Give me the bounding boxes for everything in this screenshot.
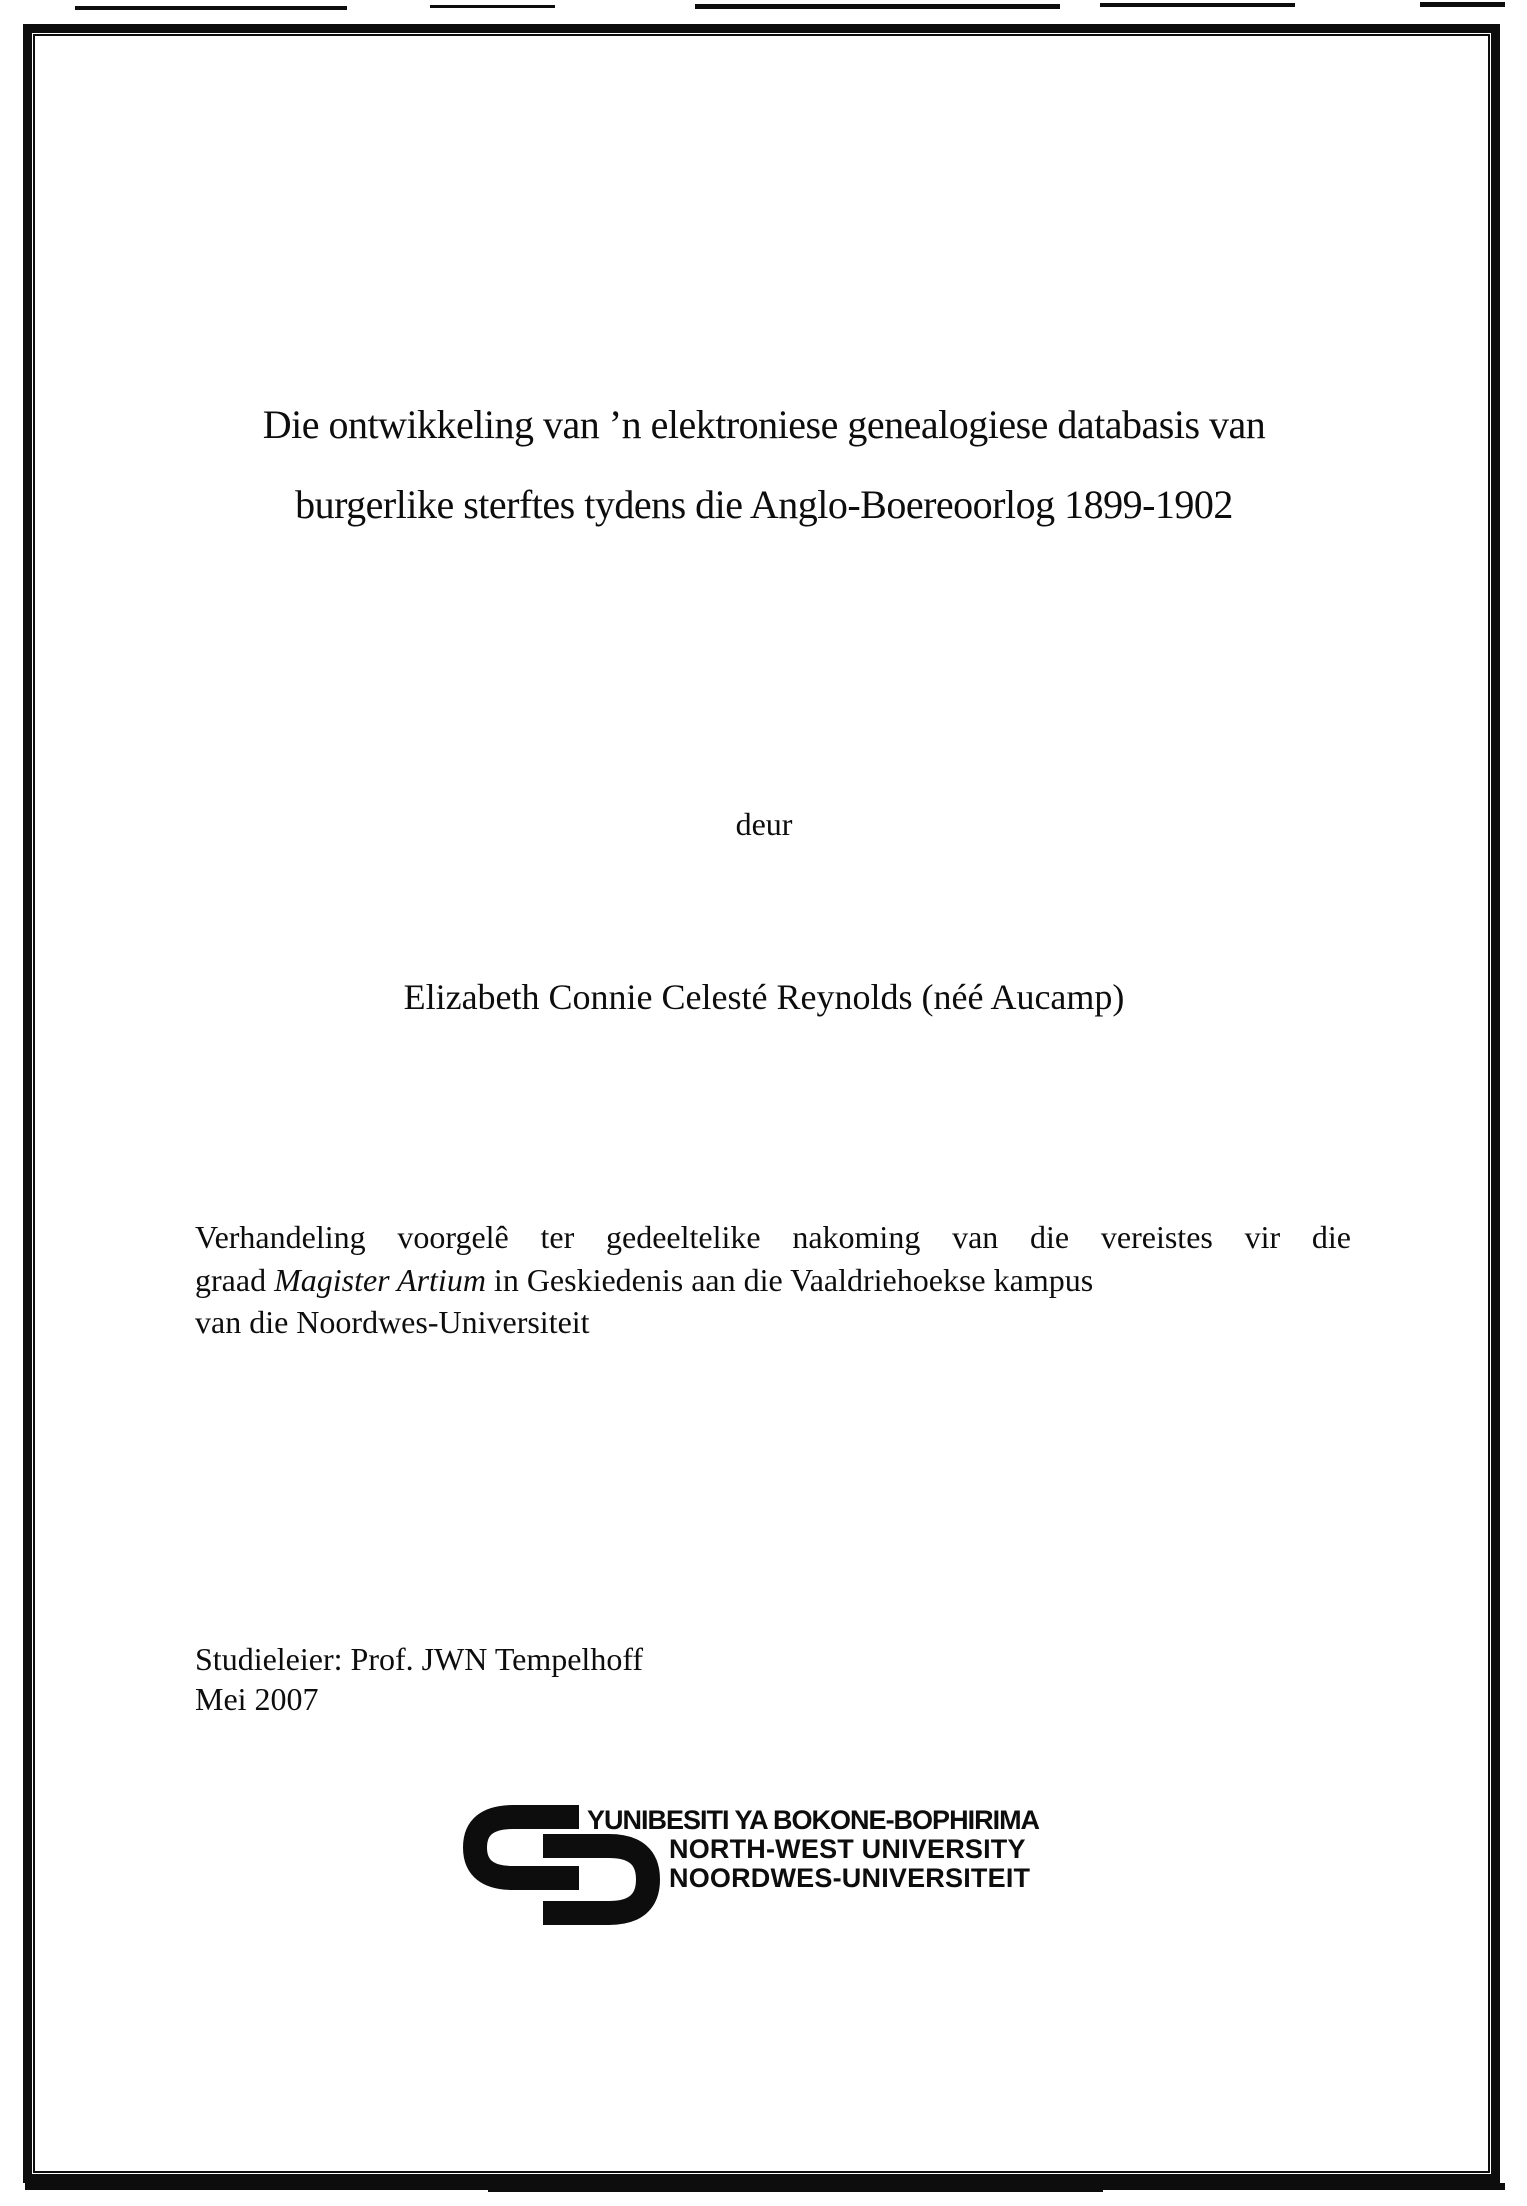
logo-line-afrikaans: NOORDWES-UNIVERSITEIT: [669, 1863, 1031, 1893]
scan-artifact: [1100, 3, 1295, 7]
date-line: Mei 2007: [195, 1681, 319, 1717]
statement-line2-italic: Magister Artium: [274, 1261, 486, 1298]
university-logo: [463, 1805, 1113, 1945]
statement-line1: Verhandeling voorgelê ter gedeeltelike nakoming van die vereistes vir die: [195, 1219, 1351, 1255]
thesis-title-line2: burgerlike sterftes tydens die Anglo-Boereoorlog 1899-1902: [295, 482, 1233, 527]
statement-line3: van die Noordwes-Universiteit: [195, 1304, 590, 1340]
logo-line-setswana: YUNIBESITI YA BOKONE-BOPHIRIMA: [587, 1805, 1040, 1835]
thesis-title: [184, 385, 1344, 545]
scan-artifact: [430, 5, 555, 8]
scan-artifact: [1420, 2, 1505, 7]
supervisor-block: [195, 1639, 643, 1719]
supervisor-line: Studieleier: Prof. JWN Tempelhoff: [195, 1641, 644, 1677]
statement-line2: [195, 1259, 1351, 1302]
statement-line2-pre: graad: [195, 1261, 275, 1298]
statement-line2-post: in Geskiedenis aan die Vaaldriehoekse kampus: [485, 1261, 1094, 1298]
author-name: Elizabeth Connie Celesté Reynolds (néé Aucamp): [403, 977, 1125, 1017]
scan-artifact: [488, 2188, 1103, 2192]
thesis-statement: [195, 1216, 1351, 1344]
scan-artifact: [695, 4, 1060, 9]
scan-artifact: [75, 6, 347, 10]
university-logo-text: [587, 1806, 1039, 1893]
thesis-title-line1: Die ontwikkeling van ’n elektroniese genealogiese databasis van: [262, 402, 1266, 447]
byline: deur: [735, 806, 793, 842]
logo-line-english: NORTH-WEST UNIVERSITY: [669, 1834, 1026, 1864]
